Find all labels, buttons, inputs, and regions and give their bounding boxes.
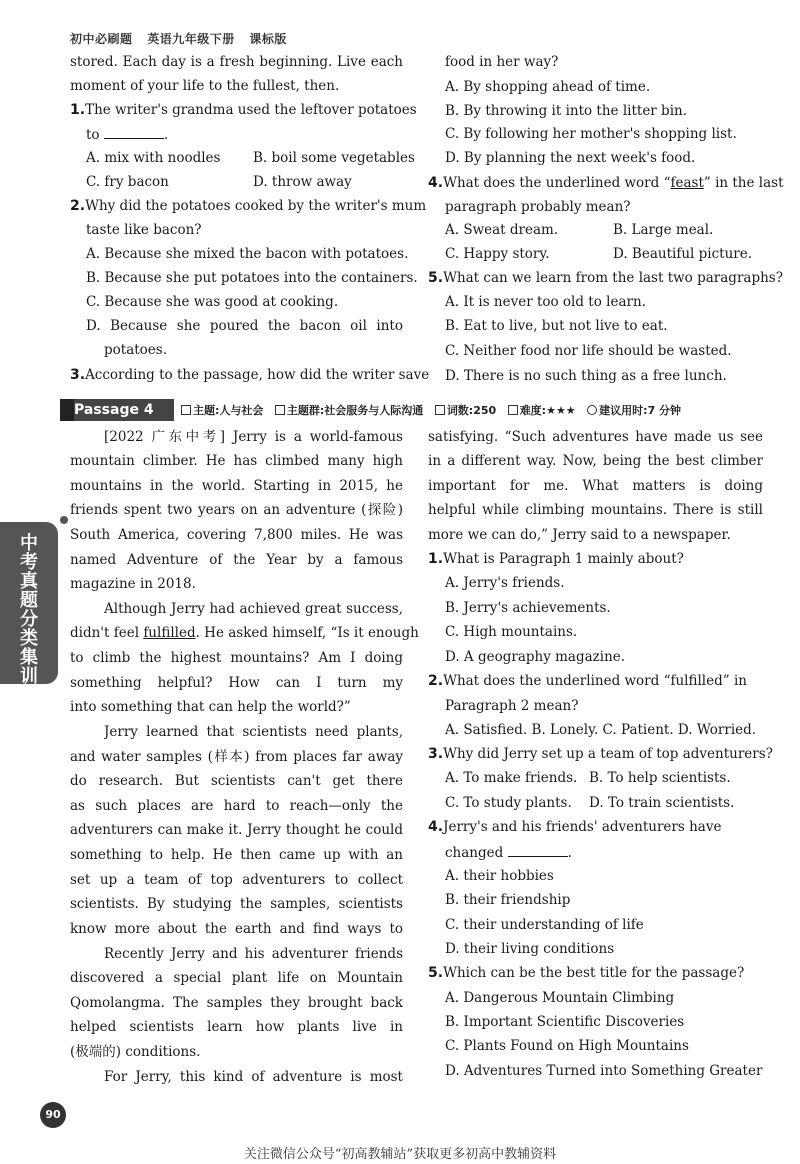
question-5 [428,269,783,287]
text-line: magazine in 2018. [70,576,196,592]
question-1 [428,550,684,568]
difficulty-item [508,404,576,417]
footer-note: 关注微信公众号“初高教辅站”获取更多初高中教辅资料 [243,1147,557,1162]
option-c: C. fry bacon [86,174,169,190]
option-d: D. Because she poured the bacon oil into [86,318,403,334]
question-text: Why did the potatoes cooked by the writer's mum [85,198,427,214]
option-d: D. throw away [253,174,352,190]
header-edition: 课标版 [249,32,287,46]
text-line: changed [445,845,504,861]
question-number: 5. [428,270,444,286]
text-line: in a different way. Now, being the best climber [428,453,763,469]
option-d: D. their living conditions [445,941,615,957]
text-line: into something that can help the world?” [70,699,351,715]
option-d: D. To train scientists. [589,795,735,811]
question-text: ” in the last [703,175,784,191]
page-header [70,30,297,47]
text-fragment: didn't feel [70,625,144,641]
text-line: named Adventure of the Year by a famous [70,552,403,568]
question-text: According to the passage, how did the writer save [85,367,430,383]
text-line: Qomolangma. The samples they brought back [70,995,403,1011]
option-b: B. To help scientists. [589,770,731,786]
option-a: A. To make friends. [445,770,578,786]
text-line: Paragraph 2 mean? [445,698,579,714]
question-number: 3. [70,367,86,383]
text-line: something to help. He then came up with an [70,847,403,863]
text-line: do research. But scientists can't get there [70,773,403,789]
underlined-word: fulfilled [143,625,196,641]
option-b: B. Eat to live, but not live to eat. [445,318,668,334]
text-line: helpful while climbing mountains. There is still [428,502,763,518]
pen-icon [435,405,445,415]
question-1-blank-line: to . [86,127,169,143]
option-d: D. A geography magazine. [445,649,626,665]
option-c: C. To study plants. [445,795,572,811]
question-4 [428,818,763,836]
option-a: A. By shopping ahead of time. [445,79,651,95]
text-fragment: . He asked himself, “Is it enough [195,625,419,641]
clock-icon [587,405,597,415]
words-text: 词数:250 [446,404,497,417]
question-text: What is Paragraph 1 mainly about? [443,551,684,567]
text-line: [2022 广东中考] Jerry is a world-famous [104,429,403,445]
text-line: scientists. By studying the samples, scientists [70,896,403,912]
underlined-word: feast [670,175,704,191]
time-item [587,404,681,417]
question-4-blank-line: changed . [445,845,572,861]
passage-info-bar [66,397,766,423]
option-d: D. By planning the next week's food. [445,150,696,166]
text-line: know more about the earth and find ways to [70,921,403,937]
text-line: potatoes. [104,342,168,358]
option-b: B. their friendship [445,892,571,908]
difficulty-text: 难度:★★★ [519,404,576,417]
option-a: A. their hobbies [445,868,554,884]
text-line: discovered a special plant life on Mountain [70,970,403,986]
question-number: 1. [428,551,444,567]
text-line: set up a team of top adventurers to collect [70,872,403,888]
question-number: 2. [428,673,444,689]
option-a: A. Because she mixed the bacon with potatoes. [86,246,409,262]
question-number: 4. [428,175,444,191]
question-text: The writer's grandma used the leftover potatoes [85,102,417,118]
answer-blank [508,843,568,857]
text-line: (极端的) conditions. [70,1044,201,1060]
tab-dot [60,516,68,524]
header-series: 初中必刷题 [70,32,133,46]
page-number: 90 [40,1102,66,1128]
text-line: Although Jerry had achieved great success, [104,601,403,617]
document-icon [181,405,191,415]
question-2 [70,197,426,215]
text-line: paragraph probably mean? [445,199,631,215]
header-subject: 英语九年级下册 [147,32,235,46]
question-4 [428,174,784,192]
side-tab-label: 中考真题分类集训 [20,533,38,687]
text-line: Recently Jerry and his adventurer friends [104,946,403,962]
question-3 [428,745,773,763]
option-d: D. Beautiful picture. [613,246,752,262]
option-b: B. Jerry's achievements. [445,600,611,616]
section-side-tab [0,522,58,687]
question-text: Jerry's and his friends' adventurers have [443,819,722,835]
option-c: C. Because she was good at cooking. [86,294,339,310]
question-number: 2. [70,198,86,214]
question-number: 5. [428,965,444,981]
option-c: C. their understanding of life [445,917,644,933]
question-text: What can we learn from the last two paragraphs? [443,270,783,286]
question-text: What does the underlined word “fulfilled” in [443,673,747,689]
option-c: C. Happy story. [445,246,550,262]
text-line: food in her way? [445,54,559,70]
chart-icon [508,405,518,415]
topic-item [181,404,263,417]
passage-meta [181,402,689,418]
text-line: South America, covering 7,800 miles. He was [70,527,403,543]
text-line: mountains in the world. Starting in 2015, he [70,478,403,494]
text-line: satisfying. “Such adventures have made us see [428,429,763,445]
text-line: friends spent two years on an adventure (探险) [70,502,403,518]
question-number: 1. [70,102,86,118]
question-text: What does the underlined word “ [443,175,671,191]
question-number: 4. [428,819,444,835]
option-d: D. There is no such thing as a free lunch. [445,368,727,384]
option-b: B. Large meal. [613,222,714,238]
option-c: C. By following her mother's shopping list. [445,126,737,142]
time-text: 建议用时:7 分钟 [599,404,682,417]
option-a: A. Jerry's friends. [445,575,565,591]
text-line: and water samples (样本) from places far away [70,749,403,765]
answer-blank [104,125,164,139]
option-d: D. Adventures Turned into Something Greater [445,1063,763,1079]
question-1 [70,101,417,119]
option-b: B. Important Scientific Discoveries [445,1014,685,1030]
text-line: to climb the highest mountains? Am I doing [70,650,403,666]
question-2 [428,672,747,690]
question-number: 3. [428,746,444,762]
text-line: taste like bacon? [86,222,202,238]
option-a: A. Sweat dream. [445,222,559,238]
words-item [435,404,496,417]
text-line: important for me. What matters is doing [428,478,763,494]
text-line: something helpful? How can I turn my [70,675,403,691]
text-line: Jerry learned that scientists need plants, [104,724,403,740]
question-text: Why did Jerry set up a team of top adventurers? [443,746,773,762]
text-line: adventurers can make it. Jerry thought he could [70,822,403,838]
option-c: C. Neither food nor life should be wasted. [445,343,732,359]
text-line: stored. Each day is a fresh beginning. Live each [70,54,403,70]
option-b: B. Because she put potatoes into the containers. [86,270,418,286]
passage-label: Passage 4 [66,399,174,421]
text-line: mountain climber. He has climbed many high [70,453,403,469]
question-5 [428,964,744,982]
group-item [275,404,423,417]
list-icon [275,405,285,415]
text-line: For Jerry, this kind of adventure is most [104,1069,403,1085]
group-text: 主题群:社会服务与人际沟通 [286,404,424,417]
option-b: B. boil some vegetables [253,150,415,166]
topic-text: 主题:人与社会 [193,404,264,417]
option-c: C. Plants Found on High Mountains [445,1038,689,1054]
option-b: B. By throwing it into the litter bin. [445,103,687,119]
text-line: helped scientists learn how plants live in [70,1019,403,1035]
text-line: as such places are hard to reach—only the [70,798,403,814]
question-text: Which can be the best title for the passage? [443,965,745,981]
option-a: A. It is never too old to learn. [445,294,646,310]
option-a: A. Dangerous Mountain Climbing [445,990,675,1006]
text-line: moment of your life to the fullest, then. [70,78,340,94]
text-line [70,624,419,642]
question-3 [70,366,429,384]
text-line: more we can do,” Jerry said to a newspaper. [428,527,731,543]
option-a: A. mix with noodles [86,150,221,166]
text-line: to [86,127,100,143]
option-c: C. High mountains. [445,624,578,640]
options-row: A. Satisfied. B. Lonely. C. Patient. D. Worried. [445,722,757,738]
